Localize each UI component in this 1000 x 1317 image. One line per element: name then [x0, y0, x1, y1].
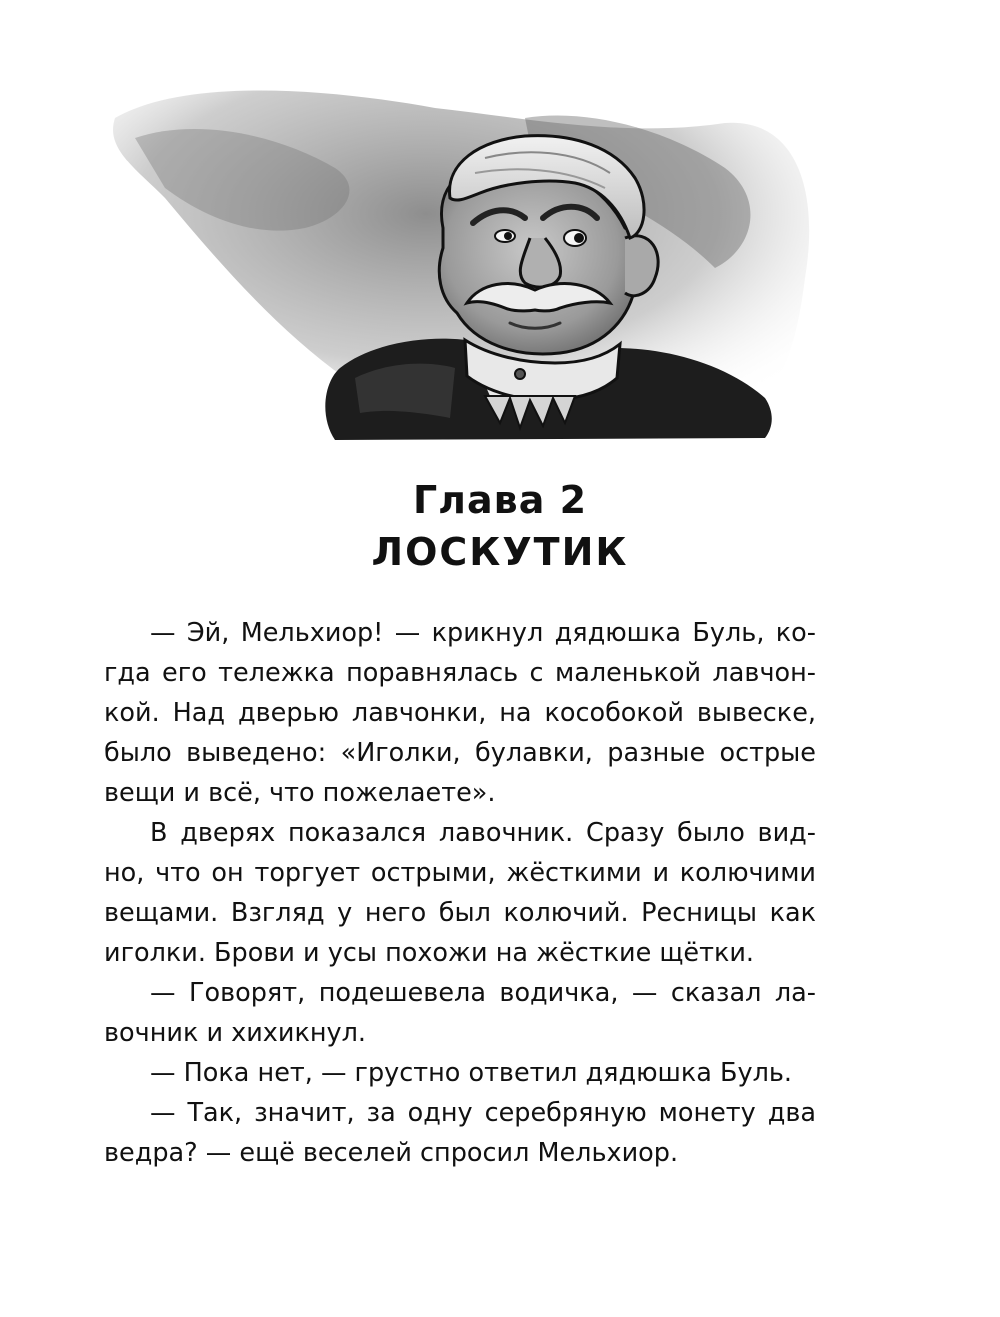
paragraph: — Говорят, подешевела водичка, — сказал лавочник и хихикнул.: [104, 978, 816, 1048]
chapter-title: ЛОСКУТИК: [371, 530, 629, 574]
paragraph: — Так, значит, за одну серебряную монету два ведра? — ещё веселей спросил Мельхиор.: [104, 1098, 816, 1168]
paragraph: — Пока нет, — грустно ответил дядюшка Буль.: [150, 1058, 793, 1088]
paragraph: — Эй, Мельхиор! — крикнул дядюшка Буль, когда его тележка поравнялась с маленькой лавчонкой. Над дверью лавчонки, на кособокой вывеске, было выведено: «Иголки, булавки, разные острые вещи и всё, что пожелаете».: [104, 618, 816, 808]
chapter-illustration: [105, 78, 820, 450]
paragraph: В дверях показался лавочник. Сразу было видно, что он торгует острыми, жёсткими и колючими вещами. Взгляд у него был колючий. Ресницы как иголки. Брови и усы похожи на жёсткие щётки.: [104, 818, 816, 968]
chapter-number: Глава 2: [412, 478, 588, 522]
chapter-text: [104, 613, 816, 1173]
